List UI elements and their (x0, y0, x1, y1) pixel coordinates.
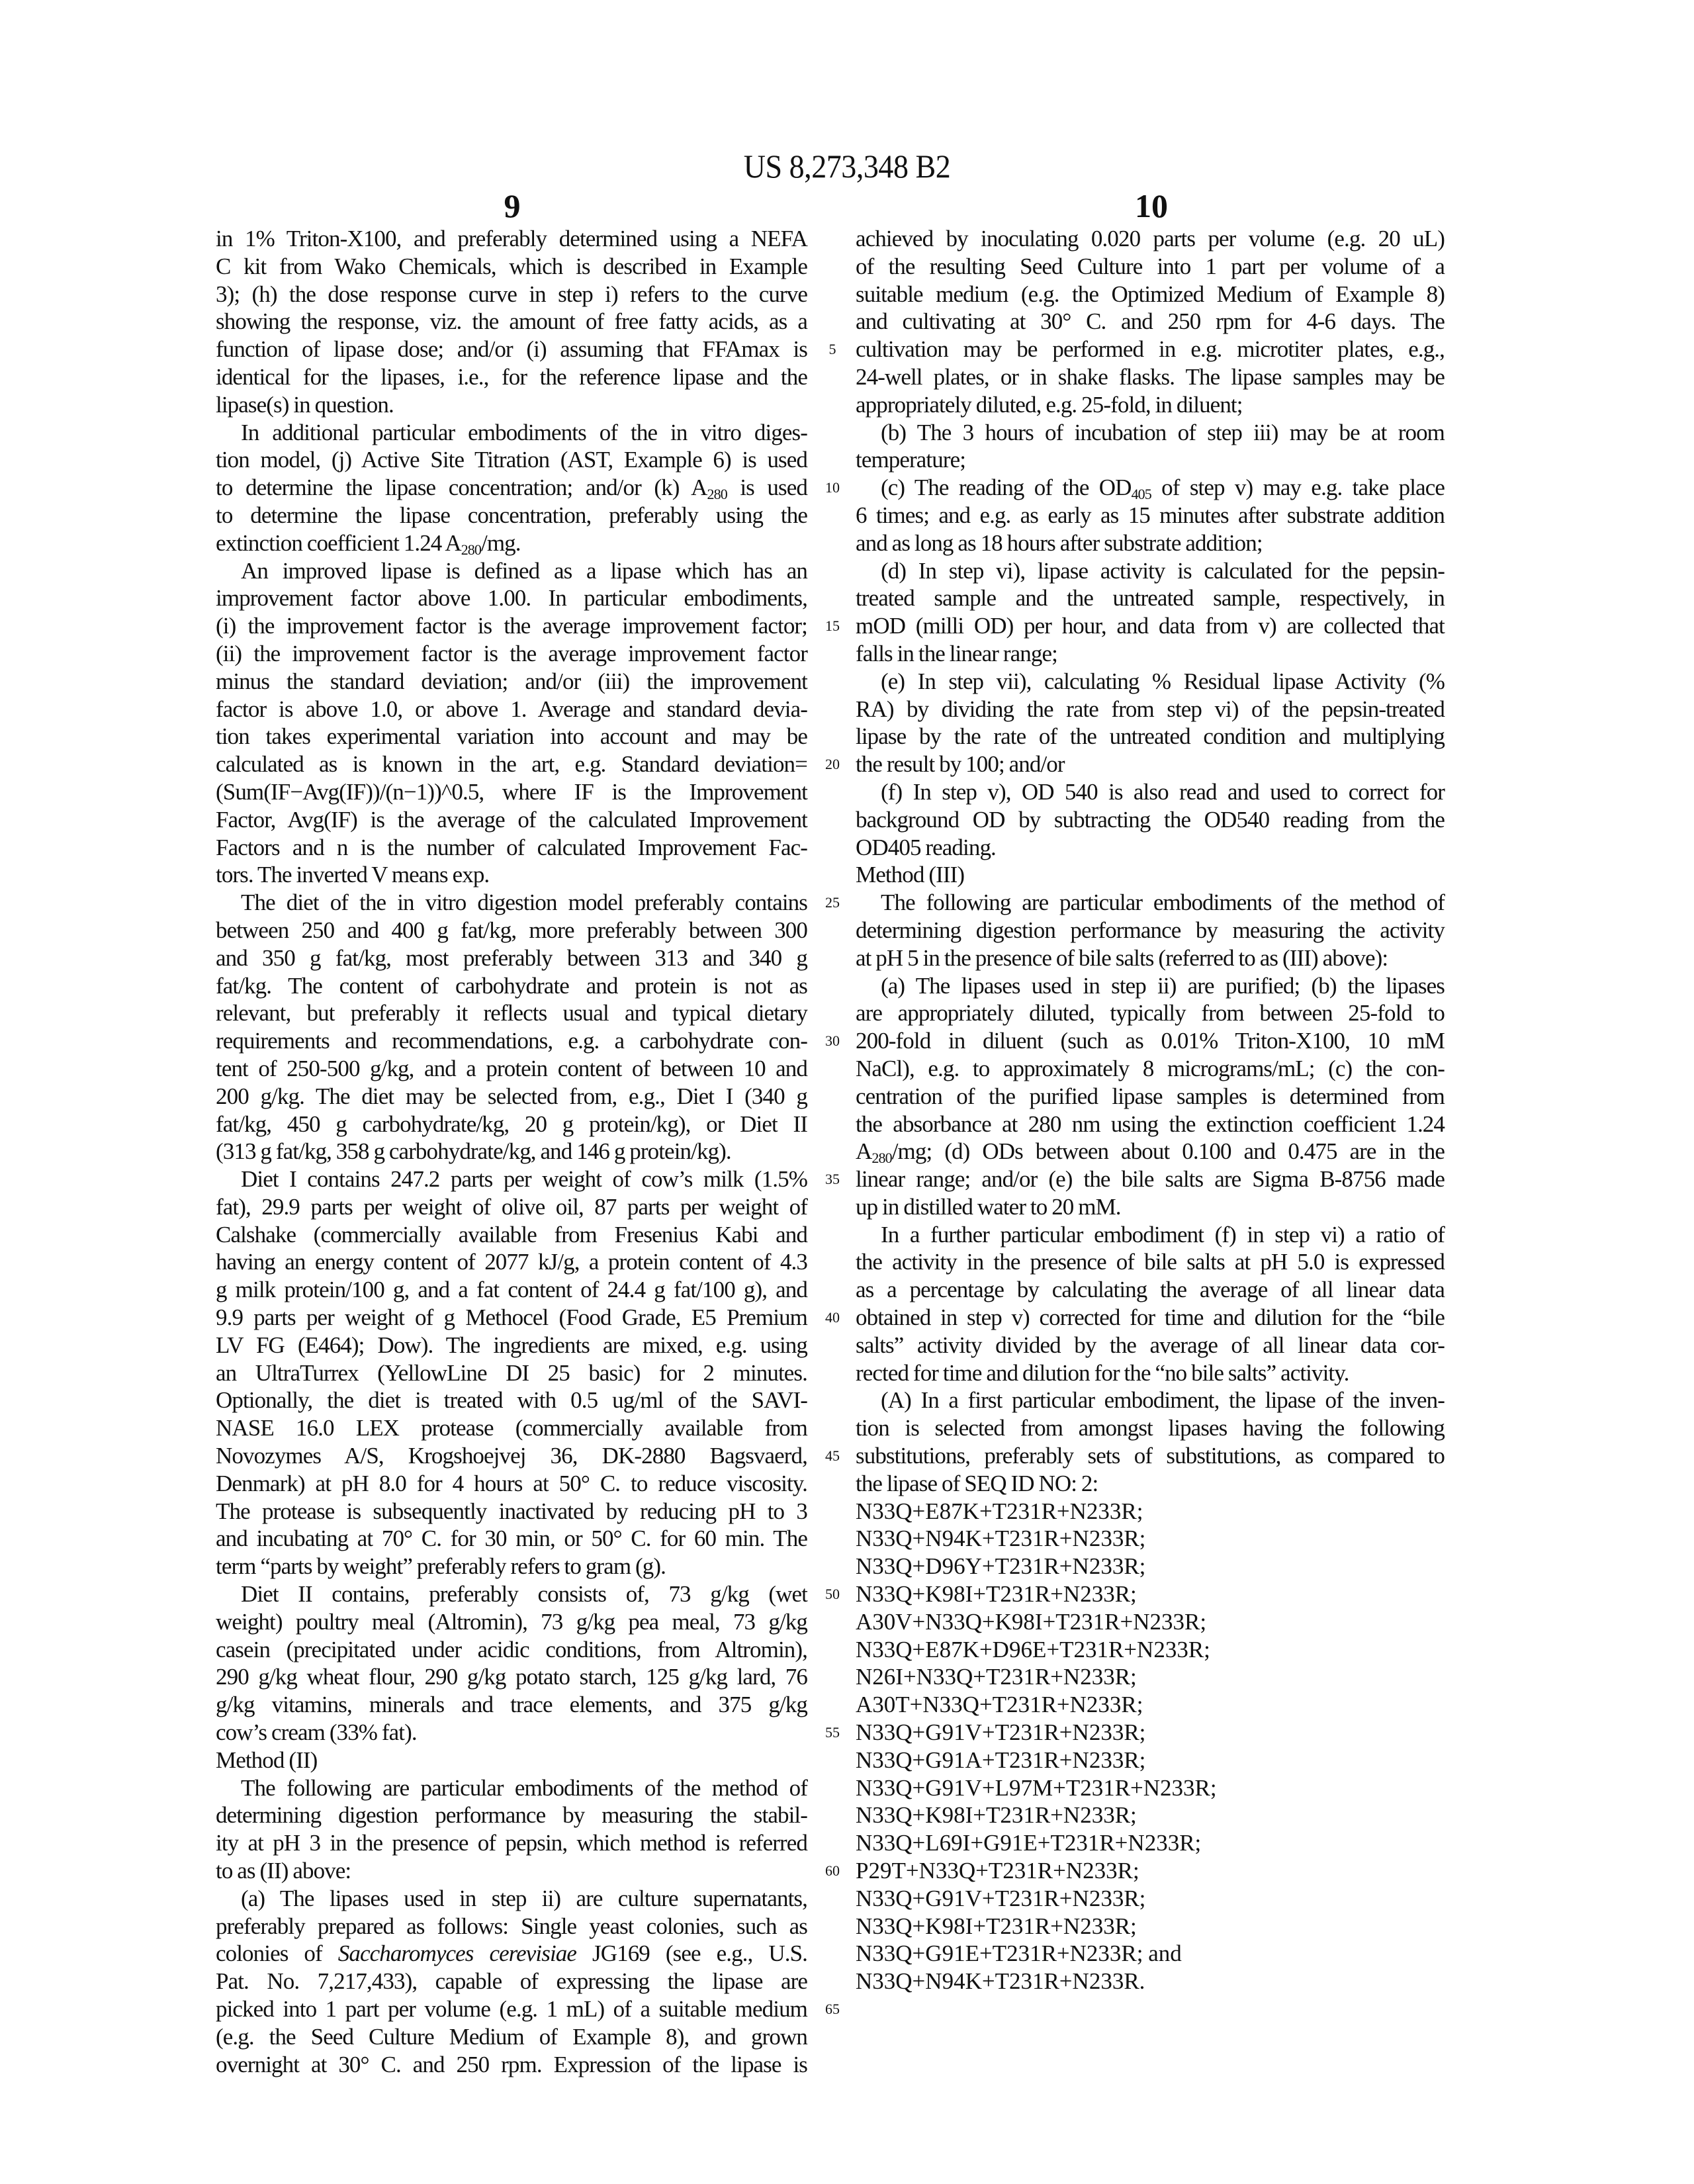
text-line (856, 1414, 1445, 1442)
text-run: background OD by subtracting the OD540 reading from the (856, 806, 1445, 833)
text-line (216, 1359, 807, 1387)
gutter-line-number: 45 (825, 1447, 840, 1465)
text-run: tent of 250-500 g/kg, and a protein content of between 10 and (216, 1055, 807, 1081)
text-line (216, 529, 807, 557)
gutter-line-number: 5 (828, 341, 836, 358)
text-line (856, 668, 1445, 696)
text-line (216, 584, 807, 612)
text-line (856, 391, 1445, 419)
text-line (216, 1636, 807, 1664)
text-line (216, 1525, 807, 1553)
text-run: tion model, (j) Active Site Titration (AST, Example 6) is used (216, 447, 807, 473)
text-run: (e.g. the Seed Culture Medium of Example 8), and grown (216, 2023, 807, 2050)
substitution-set: N33Q+N94K+T231R+N233R; (856, 1525, 1146, 1552)
text-run: 290 g/kg wheat flour, 290 g/kg potato starch, 125 g/kg lard, 76 (216, 1664, 807, 1690)
text-line (216, 889, 807, 917)
text-line (856, 917, 1445, 944)
text-run: weight) poultry meal (Altromin), 73 g/kg pea meal, 73 g/kg (216, 1608, 807, 1635)
text-run: and as long as 18 hours after substrate addition; (856, 529, 1263, 556)
text-run: of step v) may e.g. take place (1151, 475, 1445, 501)
text-line (856, 1055, 1445, 1083)
substitution-set: N33Q+G91V+T231R+N233R; (856, 1719, 1146, 1746)
text-run: determining digestion performance by measuring the stabil- (216, 1802, 807, 1829)
text-run: linear range; and/or (e) the bile salts are Sigma B-8756 made (856, 1166, 1445, 1193)
text-run: Diet I contains 247.2 parts per weight of cow’s milk (1.5% (241, 1166, 807, 1193)
text-run: falls in the linear range; (856, 640, 1057, 666)
text-run: The following are particular embodiments of the method of (881, 889, 1445, 916)
text-run: g milk protein/100 g, and a fat content of 24.4 g fat/100 g), and (216, 1277, 807, 1303)
text-run: Factors and n is the number of calculated Improvement Fac- (216, 834, 807, 860)
text-line (856, 1193, 1445, 1221)
text-line (216, 1608, 807, 1636)
text-run: obtained in step v) corrected for time and dilution for the “bile (856, 1304, 1445, 1331)
text-line (216, 972, 807, 1000)
text-line (216, 225, 807, 253)
text-run: the absorbance at 280 nm using the extinction coefficient 1.24 (856, 1111, 1445, 1137)
text-run: (Sum(IF−Avg(IF))/(n−1))^0.5, where IF is the Improvement (216, 778, 807, 805)
text-line (856, 696, 1445, 723)
text-line (856, 1332, 1445, 1359)
text-line (856, 502, 1445, 529)
text-line (856, 640, 1445, 668)
text-run: LV FG (E464); Dow). The ingredients are mixed, e.g. using (216, 1332, 807, 1358)
text-line (216, 363, 807, 391)
text-line (856, 1165, 1445, 1193)
text-run: (a) The lipases used in step ii) are culture supernatants, (241, 1885, 807, 1911)
text-run: factor is above 1.0, or above 1. Average and standard devia- (216, 696, 807, 722)
text-line (216, 999, 807, 1027)
text-run: requirements and recommendations, e.g. a carbohydrate con- (216, 1028, 807, 1054)
text-run: An improved lipase is defined as a lipase which has an (241, 557, 807, 584)
text-run: The following are particular embodiments of the method of (241, 1774, 807, 1801)
text-run: tion takes experimental variation into account and may be (216, 723, 807, 750)
text-line (856, 1359, 1445, 1387)
gutter-line-number: 40 (825, 1309, 840, 1326)
patent-number-header: US 8,273,348 B2 (743, 148, 951, 185)
text-line (216, 696, 807, 723)
text-line (856, 1111, 1445, 1138)
text-run: NaCl), e.g. to approximately 8 micrograms/mL; (c) the con- (856, 1055, 1445, 1081)
text-run: /mg; (d) ODs between about 0.100 and 0.475 are in the (891, 1138, 1445, 1165)
text-line (856, 999, 1445, 1027)
text-run: achieved by inoculating 0.020 parts per volume (e.g. 20 uL) (856, 226, 1445, 251)
text-run: is used (727, 475, 807, 501)
text-run: as a percentage by calculating the average of all linear data (856, 1277, 1445, 1303)
text-line (216, 1442, 807, 1470)
text-line (856, 225, 1445, 253)
text-run: fat/kg. The content of carbohydrate and protein is not as (216, 972, 807, 999)
text-run: rected for time and dilution for the “no bile salts” activity. (856, 1359, 1349, 1386)
text-run: colonies of (216, 1940, 338, 1967)
text-line (216, 944, 807, 972)
substitution-set: N33Q+G91A+T231R+N233R; (856, 1747, 1146, 1773)
text-run: In a further particular embodiment (f) in step vi) a ratio of (881, 1221, 1445, 1248)
text-line (856, 1276, 1445, 1304)
text-line (216, 751, 807, 778)
text-line (856, 861, 1445, 889)
text-line (216, 1774, 807, 1802)
italic-species-name: Saccharomyces cerevisiae (337, 1940, 577, 1967)
gutter-line-number: 60 (825, 1862, 840, 1880)
text-line (216, 668, 807, 696)
text-line (216, 1857, 807, 1885)
text-line (856, 419, 1445, 447)
text-run: 24-well plates, or in shake flasks. The lipase samples may be (856, 363, 1445, 390)
substitution-set: A30T+N33Q+T231R+N233R; (856, 1692, 1143, 1718)
text-line (216, 1968, 807, 1995)
text-line (216, 1470, 807, 1498)
substitution-set: N33Q+K98I+T231R+N233R; (856, 1913, 1137, 1939)
text-run: having an energy content of 2077 kJ/g, a protein content of 4.3 (216, 1249, 807, 1275)
text-line (856, 612, 1445, 640)
text-line (216, 1995, 807, 2023)
text-run: 200 g/kg. The diet may be selected from, e.g., Diet I (340 g (216, 1083, 807, 1109)
substitution-set: A30V+N33Q+K98I+T231R+N233R; (856, 1608, 1207, 1635)
text-run: tors. The inverted V means exp. (216, 862, 490, 888)
text-line (216, 1719, 807, 1747)
text-run: Diet II contains, preferably consists of, 73 g/kg (wet (241, 1581, 807, 1608)
subscript: 280 (871, 1150, 892, 1167)
text-run: C kit from Wako Chemicals, which is described in Example (216, 253, 807, 279)
text-run: to as (II) above: (216, 1858, 351, 1884)
text-line (216, 1221, 807, 1249)
text-line (856, 584, 1445, 612)
text-run: substitutions, preferably sets of substitutions, as compared to (856, 1443, 1445, 1469)
text-run: (A) In a first particular embodiment, the lipase of the inven- (881, 1387, 1445, 1414)
text-run: /mg. (481, 529, 521, 556)
text-run: of the resulting Seed Culture into 1 part per volume of a (856, 253, 1445, 279)
gutter-line-number: 15 (825, 617, 840, 635)
text-run: 6 times; and e.g. as early as 15 minutes after substrate addition (856, 502, 1445, 528)
text-line (856, 751, 1445, 778)
text-line (216, 1055, 807, 1083)
text-run: to determine the lipase concentration; and/or (k) A (216, 475, 707, 501)
text-run: Factor, Avg(IF) is the average of the calculated Improvement (216, 806, 807, 833)
text-line (216, 612, 807, 640)
gutter-line-number: 55 (825, 1724, 840, 1741)
text-run: picked into 1 part per volume (e.g. 1 mL) of a suitable medium (216, 1996, 807, 2022)
text-line (216, 1304, 807, 1332)
text-line (856, 529, 1445, 557)
text-line (216, 1248, 807, 1276)
text-line (216, 834, 807, 862)
text-run: minus the standard deviation; and/or (iii) the improvement (216, 668, 807, 694)
text-run: In additional particular embodiments of the in vitro diges- (241, 419, 807, 445)
text-run: (i) the improvement factor is the average improvement factor; (216, 613, 807, 639)
text-run: Denmark) at pH 8.0 for 4 hours at 50° C. to reduce viscosity. (216, 1470, 807, 1496)
substitution-set: N33Q+E87K+T231R+N233R; (856, 1498, 1143, 1524)
substitution-set: P29T+N33Q+T231R+N233R; (856, 1858, 1139, 1884)
text-run: up in distilled water to 20 mM. (856, 1193, 1121, 1220)
substitution-set: N26I+N33Q+T231R+N233R; (856, 1664, 1137, 1690)
text-run: casein (precipitated under acidic conditions, from Altromin), (216, 1636, 807, 1662)
gutter-line-number: 35 (825, 1171, 840, 1188)
text-run: Novozymes A/S, Krogshoejvej 36, DK-2880 Bagsvaerd, (216, 1443, 807, 1469)
text-line (216, 419, 807, 447)
text-run: mOD (milli OD) per hour, and data from v) are collected that (856, 613, 1445, 639)
text-run: the result by 100; and/or (856, 751, 1065, 778)
text-run: tion is selected from amongst lipases having the following (856, 1415, 1445, 1441)
substitution-set: N33Q+D96Y+T231R+N233R; (856, 1553, 1146, 1580)
text-run: (e) In step vii), calculating % Residual lipase Activity (% (881, 668, 1445, 694)
gutter-line-number: 30 (825, 1032, 840, 1050)
text-run: Optionally, the diet is treated with 0.5 ug/ml of the SAVI- (216, 1387, 807, 1414)
text-run: (f) In step v), OD 540 is also read and used to correct for (881, 778, 1445, 805)
text-line (856, 363, 1445, 391)
text-line (216, 1580, 807, 1608)
text-run: ity at pH 3 in the presence of pepsin, which method is referred (216, 1830, 807, 1856)
text-line (856, 1387, 1445, 1414)
text-line (216, 917, 807, 944)
text-run: between 250 and 400 g fat/kg, more preferably between 300 (216, 917, 807, 943)
text-run: are appropriately diluted, typically from between 25-fold to (856, 1000, 1445, 1026)
text-line (216, 1276, 807, 1304)
text-line (216, 336, 807, 363)
text-line (216, 2023, 807, 2051)
text-run: (d) In step vi), lipase activity is calculated for the pepsin- (881, 557, 1445, 584)
text-run: overnight at 30° C. and 250 rpm. Expression of the lipase is (216, 2051, 807, 2077)
text-line (216, 778, 807, 806)
text-line (856, 834, 1445, 862)
text-line (216, 1829, 807, 1857)
text-line (216, 1801, 807, 1829)
text-line (856, 972, 1445, 1000)
text-line (216, 1332, 807, 1359)
text-run: calculated as is known in the art, e.g. Standard deviation= (216, 751, 807, 778)
text-run: identical for the lipases, i.e., for the reference lipase and the (216, 363, 807, 390)
text-run: (a) The lipases used in step ii) are purified; (b) the lipases (881, 972, 1445, 999)
text-run: salts” activity divided by the average of all linear data cor- (856, 1332, 1445, 1358)
gutter-line-number: 50 (825, 1586, 840, 1603)
text-line (216, 1885, 807, 1913)
text-run: RA) by dividing the rate from step vi) of the pepsin-treated (856, 696, 1445, 722)
text-run: term “parts by weight” preferably refers to gram (g). (216, 1553, 666, 1580)
text-run: an UltraTurrex (YellowLine DI 25 basic) for 2 minutes. (216, 1359, 807, 1386)
text-run: Method (III) (856, 862, 965, 888)
text-run: the lipase of SEQ ID NO: 2: (856, 1470, 1098, 1496)
text-line (856, 336, 1445, 363)
right-column-text (856, 225, 1445, 1995)
text-line (216, 640, 807, 668)
text-run: cultivation may be performed in e.g. microtiter plates, e.g., (856, 336, 1445, 363)
substitution-set: N33Q+L69I+G91E+T231R+N233R; (856, 1830, 1202, 1856)
text-run: The protease is subsequently inactivated by reducing pH to 3 (216, 1498, 807, 1524)
text-line (856, 723, 1445, 751)
text-line (216, 1083, 807, 1111)
gutter-line-number: 10 (825, 479, 840, 496)
text-run: and incubating at 70° C. for 30 min, or 50° C. for 60 min. The (216, 1525, 807, 1552)
text-run: centration of the purified lipase samples is determined from (856, 1083, 1445, 1109)
text-line (856, 281, 1445, 308)
text-line (216, 1913, 807, 1940)
text-line (216, 1138, 807, 1165)
text-line (856, 474, 1445, 502)
column-number-left: 9 (504, 187, 521, 224)
text-run: improvement factor above 1.00. In particular embodiments, (216, 585, 807, 612)
text-run: 200-fold in diluent (such as 0.01% Triton-X100, 10 mM (856, 1028, 1445, 1054)
text-line (216, 1111, 807, 1138)
text-run: to determine the lipase concentration, preferably using the (216, 502, 807, 528)
subscript: 280 (461, 541, 482, 558)
text-run: cow’s cream (33% fat). (216, 1719, 417, 1746)
text-line (216, 1553, 807, 1580)
text-run: 9.9 parts per weight of g Methocel (Food Grade, E5 Premium (216, 1304, 807, 1331)
text-line (856, 1083, 1445, 1111)
subscript: 280 (707, 486, 727, 503)
substitution-set: N33Q+G91V+L97M+T231R+N233R; (856, 1774, 1217, 1801)
text-run: Method (II) (216, 1747, 318, 1773)
text-line (216, 502, 807, 529)
text-line (856, 1027, 1445, 1055)
text-run: relevant, but preferably it reflects usual and typical dietary (216, 1000, 807, 1026)
text-run: preferably prepared as follows: Single yeast colonies, such as (216, 1913, 807, 1939)
text-run: and cultivating at 30° C. and 250 rpm for 4-6 days. The (856, 308, 1445, 335)
subscript: 405 (1131, 486, 1151, 503)
text-run: OD405 reading. (856, 834, 996, 860)
text-line (216, 1691, 807, 1719)
text-run: appropriately diluted, e.g. 25-fold, in diluent; (856, 391, 1243, 418)
text-run: lipase(s) in question. (216, 391, 394, 418)
substitution-set: N33Q+K98I+T231R+N233R; (856, 1802, 1137, 1829)
text-line (216, 723, 807, 751)
text-run: (313 g fat/kg, 358 g carbohydrate/kg, and 146 g protein/kg). (216, 1138, 731, 1165)
text-line (856, 308, 1445, 336)
text-line (856, 1470, 1445, 1498)
text-run: temperature; (856, 447, 966, 473)
substitution-set: N33Q+G91V+T231R+N233R; (856, 1885, 1146, 1911)
text-run: (ii) the improvement factor is the average improvement factor (216, 640, 807, 666)
text-line (216, 308, 807, 336)
text-line (856, 1138, 1445, 1165)
gutter-line-number: 20 (825, 756, 840, 773)
text-line (216, 1165, 807, 1193)
text-line (856, 806, 1445, 834)
text-line (856, 557, 1445, 585)
text-line (856, 889, 1445, 917)
text-run: The diet of the in vitro digestion model preferably contains (241, 889, 807, 916)
substitution-set: N33Q+E87K+D96E+T231R+N233R; (856, 1636, 1210, 1662)
substitution-set: N33Q+G91E+T231R+N233R; and (856, 1940, 1182, 1967)
text-line (856, 1442, 1445, 1470)
text-run: fat/kg, 450 g carbohydrate/kg, 20 g protein/kg), or Diet II (216, 1111, 807, 1137)
text-line (216, 1193, 807, 1221)
text-line (216, 557, 807, 585)
text-run: Pat. No. 7,217,433), capable of expressing the lipase are (216, 1968, 807, 1995)
text-run: fat), 29.9 parts per weight of olive oil, 87 parts per weight of (216, 1193, 807, 1220)
text-run: at pH 5 in the presence of bile salts (referred to as (III) above): (856, 944, 1388, 971)
text-line (216, 1387, 807, 1414)
left-column-text (216, 225, 807, 2078)
text-run: NASE 16.0 LEX protease (commercially available from (216, 1415, 807, 1441)
text-run: (c) The reading of the OD (881, 475, 1132, 501)
text-line (216, 1027, 807, 1055)
text-line (216, 861, 807, 889)
text-line (216, 1663, 807, 1691)
text-run: Calshake (commercially available from Fresenius Kabi and (216, 1221, 807, 1248)
text-run: treated sample and the untreated sample, respectively, in (856, 585, 1445, 612)
gutter-line-number: 25 (825, 894, 840, 911)
text-line (216, 446, 807, 474)
text-line (856, 1221, 1445, 1249)
text-line (216, 1414, 807, 1442)
substitution-set: N33Q+K98I+T231R+N233R; (856, 1581, 1137, 1608)
text-line (216, 253, 807, 281)
text-run: suitable medium (e.g. the Optimized Medium of Example 8) (856, 281, 1445, 307)
text-line (216, 1940, 807, 1968)
text-run: and 350 g fat/kg, most preferably between 313 and 340 g (216, 944, 807, 971)
gutter-line-number: 65 (825, 2001, 840, 2018)
text-line (216, 1747, 807, 1774)
text-line (216, 281, 807, 308)
text-line (216, 806, 807, 834)
text-line (216, 1498, 807, 1525)
text-line (856, 944, 1445, 972)
text-run: function of lipase dose; and/or (i) assuming that FFAmax is (216, 336, 807, 363)
text-line (856, 253, 1445, 281)
text-line (216, 391, 807, 419)
text-line (856, 1248, 1445, 1276)
text-run: 3); (h) the dose response curve in step i) refers to the curve (216, 281, 807, 307)
column-number-right: 10 (1135, 187, 1168, 224)
text-run: in 1% Triton-X100, and preferably determined using a NEFA (216, 226, 807, 251)
text-run: (b) The 3 hours of incubation of step iii) may be at room (881, 419, 1445, 445)
text-line (216, 474, 807, 502)
text-line (856, 778, 1445, 806)
text-run: JG169 (see e.g., U.S. (576, 1940, 808, 1967)
substitution-set: N33Q+N94K+T231R+N233R. (856, 1968, 1145, 1995)
text-line (216, 2051, 807, 2079)
text-run: showing the response, viz. the amount of free fatty acids, as a (216, 308, 807, 335)
text-line (856, 1304, 1445, 1332)
text-run: g/kg vitamins, minerals and trace elements, and 375 g/kg (216, 1692, 807, 1718)
text-line (856, 446, 1445, 474)
text-run: A (856, 1138, 872, 1165)
text-run: extinction coefficient 1.24 A (216, 529, 461, 556)
text-run: the activity in the presence of bile salts at pH 5.0 is expressed (856, 1249, 1445, 1275)
text-run: determining digestion performance by measuring the activity (856, 917, 1445, 943)
text-run: lipase by the rate of the untreated condition and multiplying (856, 723, 1445, 750)
